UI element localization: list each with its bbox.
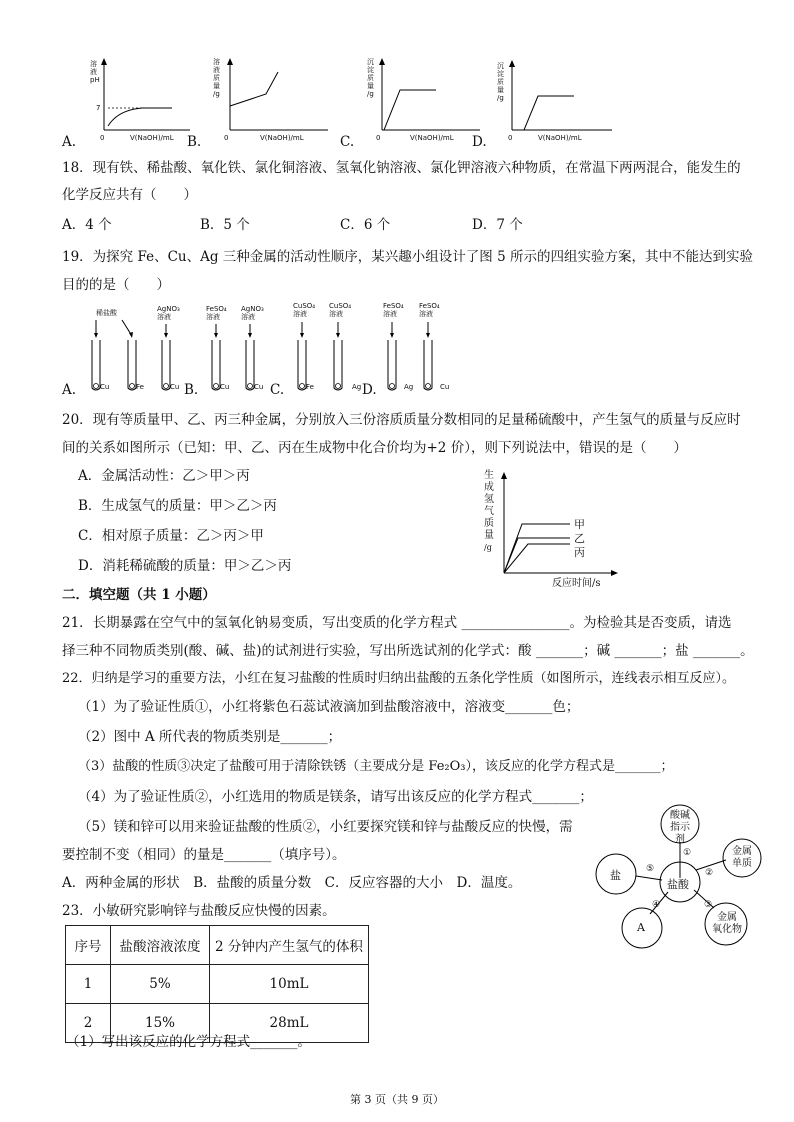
ylabel-c: 沉 淀 质 量 /g [367, 58, 374, 98]
q20-stem-2: 间的关系如图所示（已知：甲、乙、丙在生成物中化合价均为+2 价），则下列说法中，错误的是（ ） [62, 440, 687, 456]
series-yi: 乙 [574, 532, 585, 545]
section-title: 二．填空题（共 1 小题） [62, 587, 216, 603]
ph-curve-graph [62, 48, 197, 148]
node-metal: 金属 单质 [732, 846, 752, 869]
ylabel-a: 溶 液 pH [90, 60, 100, 84]
precipitate-delay-graph [484, 48, 619, 148]
metal-label: Fe [136, 383, 144, 391]
reagent-agno3: AgNO₃溶液 [157, 305, 180, 321]
metal-label: Cu [170, 383, 180, 391]
q19-option-b: B. [184, 382, 199, 398]
metal-label: Cu [440, 383, 450, 391]
ylabel-b: 溶 液 质 量 /g [213, 58, 220, 98]
q18-option-a: A．4 个 [62, 217, 112, 233]
xlabel-d: V(NaOH)/mL [538, 134, 582, 142]
series-jia: 甲 [574, 518, 585, 531]
metal-label: Ag [352, 383, 362, 391]
table-cell: 2 [66, 1004, 111, 1043]
table-cell: 1 [66, 965, 111, 1004]
mass-curve-graph [200, 48, 335, 148]
metal-label: Cu [220, 383, 230, 391]
ylabel-d: 沉 淀 质 量 /g [497, 62, 504, 102]
graph-xlabel: 反应时间/s [552, 578, 601, 589]
node-indicator: 酸碱 指示剂 [670, 810, 690, 845]
reagent-feso4: FeSO₄溶液 [419, 302, 440, 318]
xlabel-b: V(NaOH)/mL [260, 134, 304, 142]
metal-label: Fe [306, 383, 314, 391]
q19-option-d: D. [362, 382, 377, 398]
xlabel-a: V(NaOH)/mL [130, 134, 174, 142]
table-header: 序号 [66, 926, 111, 965]
q18-option-b: B．5 个 [200, 217, 250, 233]
q17-option-a: A. [62, 134, 77, 150]
table-cell: 28mL [210, 1004, 369, 1043]
q22-sub-5-cont: 要控制不变（相同）的量是_______（填序号）。 [62, 847, 346, 863]
q22-stem: 22．归纳是学习的重要方法，小红在复习盐酸的性质时归纳出盐酸的五条化学性质（如图所示，连线表示相互反应）。 [62, 671, 736, 686]
metal-label: Cu [100, 383, 110, 391]
reagent-cuso4: CuSO₄溶液 [329, 302, 352, 318]
table-header: 盐酸溶液浓度 [111, 926, 210, 965]
q19-option-a: A. [62, 382, 77, 398]
hcl-property-diagram [592, 796, 782, 956]
series-bing: 丙 [574, 546, 585, 559]
table-header-row [66, 926, 369, 965]
mark-5: ⑤ [646, 864, 655, 874]
q19-stem: 19．为探究 Fe、Cu、Ag 三种金属的活动性顺序，某兴趣小组设计了图 5 所示的四组实验方案，其中不能达到实验 [62, 249, 753, 265]
q17-option-d: D. [472, 134, 487, 150]
q22-sub-1: （1）为了验证性质①，小红将紫色石蕊试液滴加到盐酸溶液中，溶液变_______色； [78, 699, 580, 715]
page-footer: 第 3 页（共 9 页） [350, 1093, 444, 1106]
graph-ylabel: 生 成 氢 气 质 量 /g [484, 470, 494, 552]
node-a: A [637, 921, 645, 934]
mark-3: ③ [704, 900, 713, 910]
metal-label: Ag [404, 383, 414, 391]
node-hcl: 盐酸 [667, 878, 689, 891]
q17-graph-b [200, 48, 335, 148]
q17-graph-a [62, 48, 197, 148]
reagent-cuso4: CuSO₄溶液 [293, 302, 316, 318]
q18-stem: 18．现有铁、稀盐酸、氧化铁、氯化铜溶液、氢氧化钠溶液、氯化钾溶液六种物质，在常温下两两混合，能发生的 [62, 160, 741, 176]
q17-option-c: C. [340, 134, 355, 150]
tick-seven: 7 [96, 104, 101, 112]
reagent-agno3: AgNO₃溶液 [241, 305, 264, 321]
table-row [66, 965, 369, 1004]
q22-sub-3: （3）盐酸的性质③决定了盐酸可用于清除铁锈（主要成分是 Fe₂O₃），该反应的化学方程式是_______； [78, 759, 674, 774]
table-header: 2 分钟内产生氢气的体积 [210, 926, 369, 965]
q23-stem: 23．小敏研究影响锌与盐酸反应快慢的因素。 [62, 903, 336, 919]
q17-graph-d [484, 48, 619, 148]
origin-zero: 0 [376, 134, 381, 142]
q20-hydrogen-graph [478, 468, 618, 588]
q22-sub-2: （2）图中 A 所代表的物质类别是_______； [78, 729, 342, 745]
node-salt: 盐 [610, 869, 621, 882]
reagent-feso4: FeSO₄溶液 [383, 302, 404, 318]
mark-1: ① [683, 848, 692, 858]
table-cell: 5% [111, 965, 210, 1004]
xlabel-c: V(NaOH)/mL [410, 134, 454, 142]
reagent-hcl: 稀盐酸 [96, 309, 117, 317]
q23-sub-1: （1）写出该反应的化学方程式_______。 [66, 1034, 311, 1050]
q23-table [65, 925, 369, 1043]
origin-zero: 0 [224, 134, 229, 142]
mark-4: ④ [652, 900, 661, 910]
mark-2: ② [705, 868, 714, 878]
q20-option-d: D．消耗稀硫酸的质量：甲＞乙＞丙 [78, 558, 292, 574]
origin-zero: 0 [508, 134, 513, 142]
q18-option-c: C．6 个 [340, 217, 391, 233]
q18-stem-2: 化学反应共有（ ） [62, 187, 197, 203]
reagent-feso4: FeSO₄溶液 [206, 305, 227, 321]
q20-option-c: C．相对原子质量：乙＞丙＞甲 [78, 528, 264, 544]
q22-sub-5: （5）镁和锌可以用来验证盐酸的性质②，小红要探究镁和锌与盐酸反应的快慢，需 [78, 819, 573, 835]
metal-label: Cu [254, 383, 264, 391]
origin-zero: 0 [100, 134, 105, 142]
q20-option-b: B．生成氢气的质量：甲＞乙＞丙 [78, 498, 277, 514]
table-cell: 15% [111, 1004, 210, 1043]
q20-option-a: A．金属活动性：乙＞甲＞丙 [78, 468, 250, 484]
q19-stem-2: 目的的是（ ） [62, 277, 170, 293]
q19-option-c: C. [270, 382, 285, 398]
q20-stem: 20．现有等质量甲、乙、丙三种金属，分别放入三份溶质质量分数相同的足量稀硫酸中，产生氢气的质量与反应时 [62, 412, 741, 428]
q17-option-b: B. [187, 134, 202, 150]
table-cell: 10mL [210, 965, 369, 1004]
node-oxide: 金属 氧化物 [712, 912, 742, 935]
q18-option-d: D．7 个 [472, 217, 523, 233]
q17-graph-c [352, 48, 487, 148]
q21-stem: 21．长期暴露在空气中的氢氧化钠易变质，写出变质的化学方程式 ________________。为检验其是否变质，请选 [62, 615, 732, 631]
q21-stem-2: 择三种不同物质类别(酸、碱、盐)的试剂进行实验，写出所选试剂的化学式：酸 _______；碱 _______；盐 _______。 [62, 643, 754, 659]
q22-options: A．两种金属的形状 B．盐酸的质量分数 C．反应容器的大小 D．温度。 [62, 875, 522, 891]
q22-sub-4: （4）为了验证性质②，小红选用的物质是镁条，请写出该反应的化学方程式_______； [78, 789, 593, 805]
